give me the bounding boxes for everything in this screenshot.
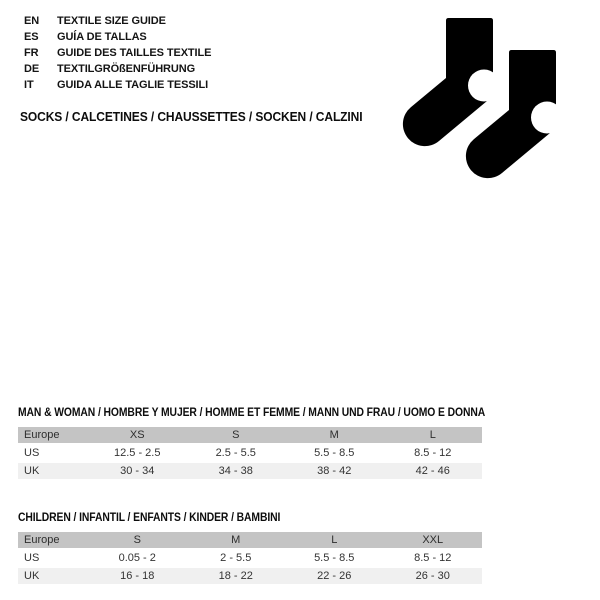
table-title: CHILDREN / INFANTIL / ENFANTS / KINDER / BAMBINI [18,512,281,524]
language-label: TEXTILE SIZE GUIDE [57,15,166,27]
language-list [24,13,211,93]
table-row-uk [18,568,482,584]
size-value: 8.5 - 12 [414,552,452,564]
size-table-children [18,511,482,584]
language-label: GUIDA ALLE TAGLIE TESSILI [57,79,209,91]
column-header: M [231,534,241,546]
table-row-uk [18,463,482,479]
language-code: DE [24,63,40,75]
column-header: S [133,534,141,546]
socks-icon [395,5,580,190]
column-header: L [331,534,338,546]
table-row-us [18,445,482,461]
language-row-es [24,29,211,45]
size-value: 34 - 38 [218,465,253,477]
column-header: M [329,429,339,441]
language-code: IT [24,79,34,91]
language-label: GUÍA DE TALLAS [57,31,147,43]
language-row-it [24,77,211,93]
size-value: 30 - 34 [120,465,155,477]
language-row-en [24,13,211,29]
table-header-row [18,532,482,548]
language-label: TEXTILGRÖßENFÜHRUNG [57,63,196,75]
size-value: 2.5 - 5.5 [215,447,256,459]
size-value: 26 - 30 [415,570,450,582]
column-header: XXL [422,534,444,546]
size-table-man-woman [18,406,486,479]
language-code: ES [24,31,39,43]
row-region: UK [24,465,40,477]
column-header: L [429,429,436,441]
size-value: 5.5 - 8.5 [314,447,355,459]
column-header: S [232,429,240,441]
category-title: SOCKS / CALCETINES / CHAUSSETTES / SOCKEN / CALZINI [20,110,363,124]
size-value: 8.5 - 12 [414,447,452,459]
size-value: 42 - 46 [415,465,450,477]
column-header: Europe [24,534,60,546]
column-header: Europe [24,429,60,441]
row-region: US [24,552,40,564]
row-region: US [24,447,40,459]
table-row-us [18,550,482,566]
language-row-fr [24,45,211,61]
size-value: 2 - 5.5 [220,552,252,564]
size-value: 12.5 - 2.5 [114,447,161,459]
size-value: 18 - 22 [218,570,253,582]
table-title: MAN & WOMAN / HOMBRE Y MUJER / HOMME ET FEMME / MANN UND FRAU / UOMO E DONNA [18,407,486,419]
language-code: EN [24,15,40,27]
size-value: 0.05 - 2 [118,552,156,564]
row-region: UK [24,570,40,582]
column-header: XS [129,429,145,441]
size-value: 16 - 18 [120,570,155,582]
size-value: 22 - 26 [317,570,352,582]
table-header-row [18,427,482,443]
language-row-de [24,61,211,77]
size-value: 5.5 - 8.5 [314,552,355,564]
language-label: GUIDE DES TAILLES TEXTILE [57,47,212,59]
size-value: 38 - 42 [317,465,352,477]
language-code: FR [24,47,39,59]
